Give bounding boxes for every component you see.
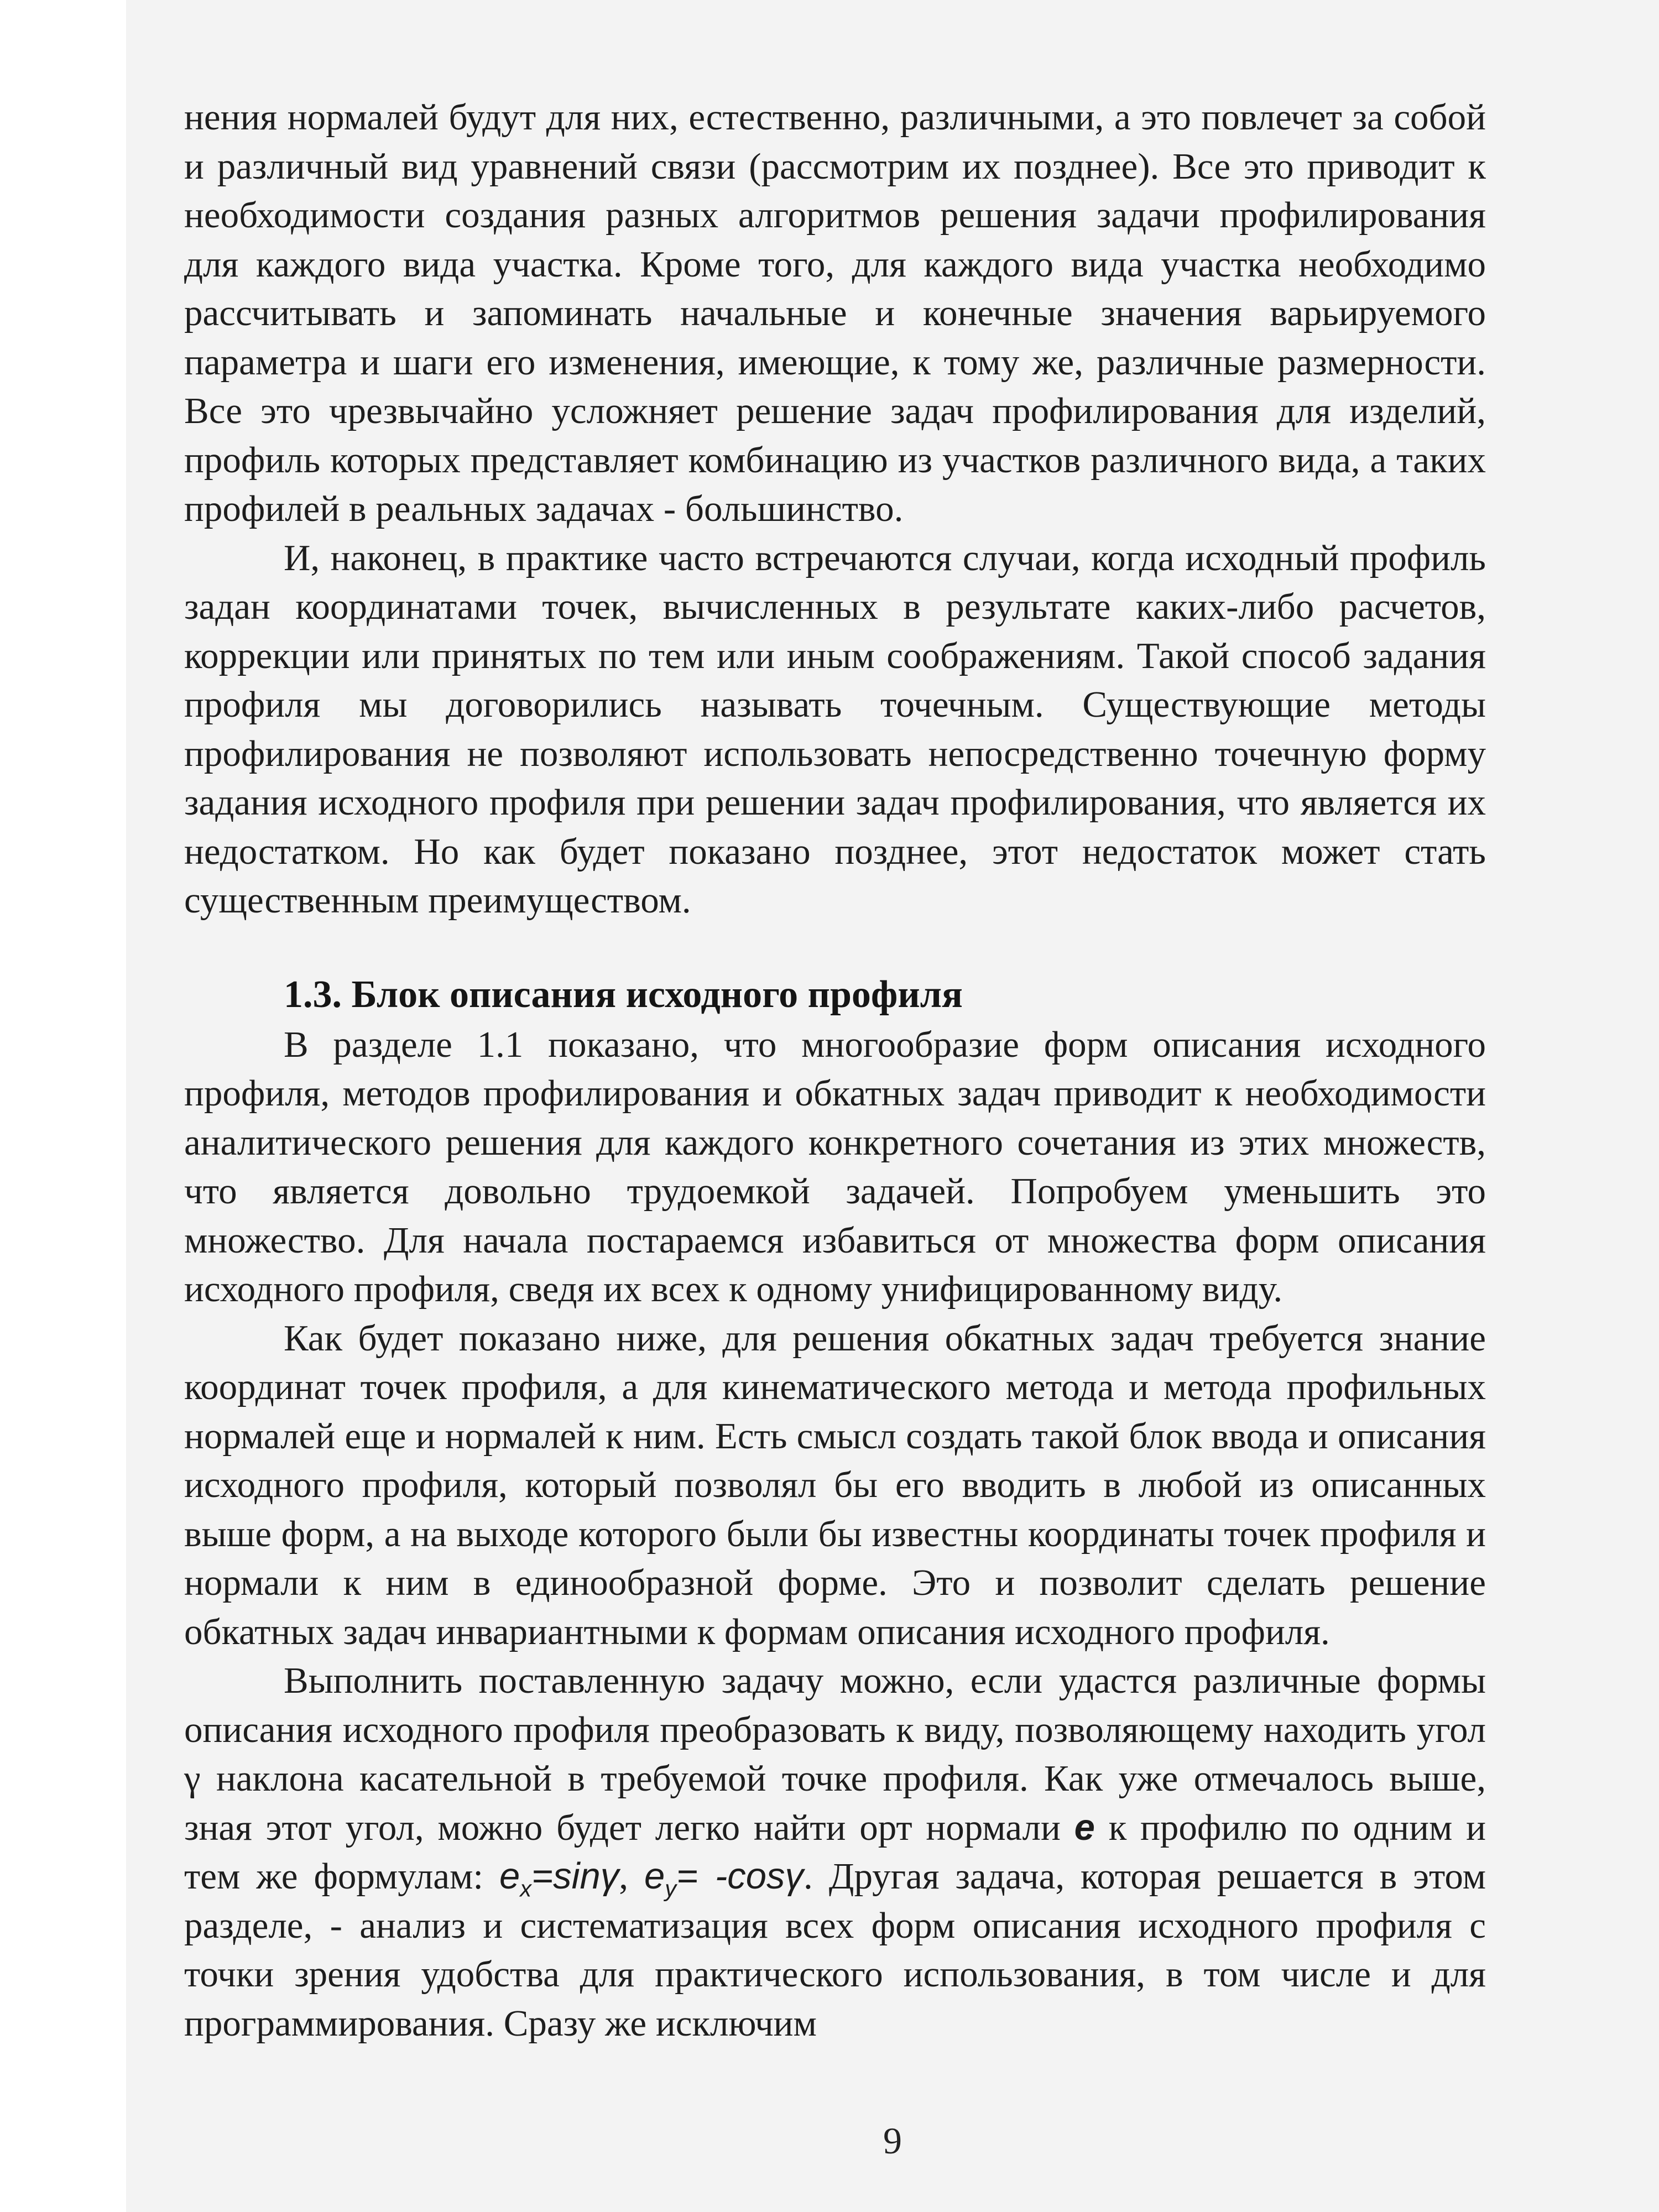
formula-rhs: = -cosγ (676, 1855, 804, 1897)
paragraph: Как будет показано ниже, для решения обкатных задач требуется знание координат точек профиля, а для кинематического метода и метода профильных нормалей еще и нормалей к ним. Есть смысл создать такой блок ввода и описания исходного профиля, который позволял бы его вводить в любой из описанных выше форм, а на выходе которого были бы известны координаты точек профиля и нормали к ним в единообразной форме. Это и позволит сделать решение обкатных задач инвариантными к формам описания исходного профиля. (184, 1317, 1486, 1652)
paragraph-text: . Другая задача, которая решается в этом разделе, - анализ и систематизация всех форм описания исходного профиля с точки зрения удобства для практического использования, в том числе и для программирования. Сразу же исключим (184, 1856, 1486, 2044)
formula-subscript: y (665, 1875, 677, 1902)
paragraph-text: к профилю по одним и тем же формулам: (184, 1807, 1486, 1897)
book-page (126, 0, 1659, 2212)
paragraph: нения нормалей будут для них, естественно, различными, а это повлечет за собой и различный вид уравнений связи (рассмотрим их позднее). Все это приводит к необходимости создания разных алгоритмов решения задачи профилирования для каждого вида участка. Кроме того, для каждого вида участка необходимо рассчитывать и запоминать начальные и конечные значения варьируемого параметра и шаги его изменения, имеющие, к тому же, различные размерности. Все это чрезвычайно усложняет решение задач профилирования для изделий, профиль которых представляет комбинацию из участков различного вида, а таких профилей в реальных задачах - большинство. (184, 97, 1486, 529)
vector-symbol: e (1074, 1806, 1095, 1848)
page-number: 9 (883, 2120, 902, 2162)
formula-variable: e (499, 1855, 520, 1897)
formula-rhs: =sinγ (531, 1855, 619, 1897)
section-heading: 1.3. Блок описания исходного профиля (284, 973, 963, 1016)
formula-ex (499, 1855, 619, 1902)
formula-variable: e (644, 1855, 665, 1897)
formula-subscript: x (520, 1875, 531, 1902)
paragraph-text: Выполнить поставленную задачу можно, если удастся различные формы описания исходного профиля преобразовать к виду, позволяющему находить угол γ наклона касательной в требуемой точке профиля. Как уже отмечалось выше, зная этот угол, можно будет легко найти орт нормали (184, 1660, 1486, 1848)
scan-left-margin (0, 0, 126, 2212)
paragraph: И, наконец, в практике часто встречаются случаи, когда исходный профиль задан координатами точек, вычисленных в результате каких-либо расчетов, коррекции или принятых по тем или иным соображениям. Такой способ задания профиля мы договорились называть точечным. Существующие методы профилирования не позволяют использовать непосредственно точечную форму задания исходного профиля при решении задач профилирования, что является их недостатком. Но как будет показано позднее, этот недостаток может стать существенным преимуществом. (184, 537, 1486, 921)
formula-ey (644, 1855, 804, 1902)
paragraph: В разделе 1.1 показано, что многообразие форм описания исходного профиля, методов профилирования и обкатных задач приводит к необходимости аналитического решения для каждого конкретного сочетания из этих множеств, что является довольно трудоемкой задачей. Попробуем уменьшить это множество. Для начала постараемся избавиться от множества форм описания исходного профиля, сведя их всех к одному унифицированному виду. (184, 1024, 1486, 1310)
paragraph-with-formula (184, 1656, 1486, 2048)
formula-separator: , (619, 1856, 629, 1897)
page-body (184, 93, 1486, 2048)
